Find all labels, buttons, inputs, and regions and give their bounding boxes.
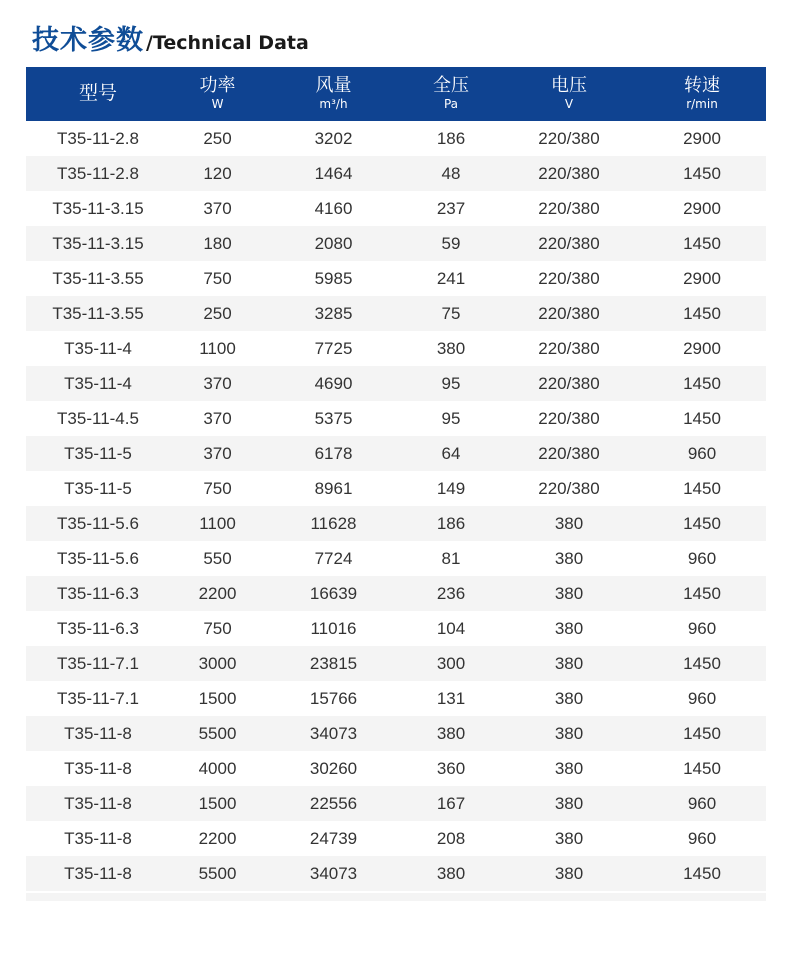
title-chinese: 技术参数 bbox=[32, 25, 144, 56]
header-unit: W bbox=[211, 96, 224, 111]
cell-voltage: 380 bbox=[554, 513, 584, 533]
cell-power: 370 bbox=[203, 198, 232, 218]
cell-speed: 960 bbox=[687, 828, 717, 848]
cell-voltage: 380 bbox=[554, 583, 584, 603]
cell-speed: 1450 bbox=[683, 513, 721, 533]
table-body bbox=[26, 121, 766, 891]
table-row bbox=[26, 681, 766, 716]
table-footer-strip bbox=[26, 893, 766, 901]
cell-model: T35-11-3.15 bbox=[52, 198, 144, 218]
cell-speed: 1450 bbox=[683, 723, 721, 743]
cell-pressure: 48 bbox=[441, 163, 461, 183]
cell-speed: 1450 bbox=[683, 758, 721, 778]
table-row bbox=[26, 751, 766, 786]
cell-airflow: 16639 bbox=[309, 583, 358, 603]
header-pressure bbox=[402, 67, 500, 121]
cell-voltage: 380 bbox=[554, 723, 584, 743]
table-row bbox=[26, 471, 766, 506]
table-row bbox=[26, 436, 766, 471]
cell-pressure: 300 bbox=[436, 653, 466, 673]
cell-voltage: 380 bbox=[554, 793, 584, 813]
table-row bbox=[26, 576, 766, 611]
cell-voltage: 220/380 bbox=[538, 408, 600, 428]
cell-pressure: 149 bbox=[436, 478, 466, 498]
cell-speed: 1450 bbox=[683, 303, 721, 323]
cell-power: 250 bbox=[203, 303, 232, 323]
table-row bbox=[26, 156, 766, 191]
cell-power: 1500 bbox=[198, 793, 237, 813]
cell-pressure: 360 bbox=[436, 758, 466, 778]
cell-airflow: 23815 bbox=[309, 653, 358, 673]
cell-airflow: 11016 bbox=[310, 618, 357, 638]
cell-speed: 2900 bbox=[683, 198, 721, 218]
table-row bbox=[26, 646, 766, 681]
cell-pressure: 104 bbox=[436, 618, 466, 638]
cell-speed: 1450 bbox=[683, 863, 721, 883]
cell-voltage: 380 bbox=[554, 828, 584, 848]
cell-power: 5500 bbox=[198, 863, 237, 883]
cell-power: 550 bbox=[203, 548, 232, 568]
cell-model: T35-11-2.8 bbox=[57, 128, 139, 148]
cell-pressure: 167 bbox=[436, 793, 466, 813]
cell-voltage: 380 bbox=[554, 688, 584, 708]
cell-power: 3000 bbox=[198, 653, 237, 673]
cell-speed: 960 bbox=[687, 688, 717, 708]
cell-power: 2200 bbox=[198, 583, 237, 603]
cell-power: 2200 bbox=[198, 828, 237, 848]
cell-power: 250 bbox=[203, 128, 232, 148]
cell-speed: 1450 bbox=[683, 478, 721, 498]
cell-voltage: 380 bbox=[554, 758, 584, 778]
cell-model: T35-11-5 bbox=[64, 443, 132, 463]
cell-voltage: 220/380 bbox=[538, 268, 600, 288]
cell-power: 750 bbox=[203, 478, 232, 498]
cell-power: 370 bbox=[203, 408, 232, 428]
header-label: 电压 bbox=[551, 75, 587, 97]
header-unit: V bbox=[564, 96, 574, 111]
cell-airflow: 4690 bbox=[314, 373, 353, 393]
cell-airflow: 22556 bbox=[309, 793, 358, 813]
header-label: 型号 bbox=[78, 82, 117, 105]
table-row bbox=[26, 261, 766, 296]
table-row bbox=[26, 296, 766, 331]
cell-voltage: 380 bbox=[554, 548, 584, 568]
cell-model: T35-11-4 bbox=[64, 338, 132, 358]
table-row bbox=[26, 226, 766, 261]
cell-airflow: 24739 bbox=[309, 828, 358, 848]
cell-airflow: 5985 bbox=[314, 268, 353, 288]
table-row bbox=[26, 786, 766, 821]
cell-pressure: 241 bbox=[436, 268, 466, 288]
cell-voltage: 220/380 bbox=[538, 443, 600, 463]
cell-model: T35-11-3.55 bbox=[52, 268, 144, 288]
cell-voltage: 220/380 bbox=[538, 233, 600, 253]
cell-model: T35-11-5.6 bbox=[57, 513, 139, 533]
cell-model: T35-11-5 bbox=[64, 478, 132, 498]
table-row bbox=[26, 506, 766, 541]
cell-model: T35-11-3.55 bbox=[52, 303, 144, 323]
cell-model: T35-11-6.3 bbox=[57, 618, 139, 638]
header-label: 转速 bbox=[684, 75, 720, 97]
page-title bbox=[32, 18, 309, 54]
cell-airflow: 6178 bbox=[314, 443, 353, 463]
title-english: /Technical Data bbox=[146, 32, 309, 54]
header-unit: m³/h bbox=[319, 96, 348, 111]
cell-power: 370 bbox=[203, 373, 232, 393]
cell-power: 750 bbox=[203, 268, 232, 288]
cell-pressure: 59 bbox=[441, 233, 461, 253]
table-row bbox=[26, 541, 766, 576]
cell-pressure: 64 bbox=[441, 443, 461, 463]
cell-voltage: 380 bbox=[554, 653, 584, 673]
cell-model: T35-11-7.1 bbox=[57, 688, 139, 708]
cell-airflow: 11628 bbox=[310, 513, 357, 533]
cell-voltage: 220/380 bbox=[538, 163, 600, 183]
cell-model: T35-11-8 bbox=[64, 828, 132, 848]
cell-airflow: 34073 bbox=[309, 723, 358, 743]
cell-airflow: 3202 bbox=[314, 128, 353, 148]
cell-pressure: 380 bbox=[436, 863, 466, 883]
cell-airflow: 1464 bbox=[314, 163, 353, 183]
cell-power: 180 bbox=[203, 233, 232, 253]
cell-power: 750 bbox=[203, 618, 232, 638]
table-row bbox=[26, 716, 766, 751]
cell-airflow: 8961 bbox=[314, 478, 353, 498]
cell-speed: 960 bbox=[687, 618, 717, 638]
table-row bbox=[26, 611, 766, 646]
cell-pressure: 95 bbox=[441, 373, 461, 393]
cell-speed: 1450 bbox=[683, 233, 721, 253]
cell-pressure: 131 bbox=[436, 688, 466, 708]
cell-pressure: 75 bbox=[441, 303, 461, 323]
cell-power: 4000 bbox=[198, 758, 237, 778]
cell-voltage: 220/380 bbox=[538, 198, 600, 218]
cell-pressure: 95 bbox=[441, 408, 461, 428]
header-label: 风量 bbox=[315, 75, 352, 97]
cell-voltage: 220/380 bbox=[538, 128, 600, 148]
cell-pressure: 380 bbox=[436, 723, 466, 743]
cell-model: T35-11-3.15 bbox=[52, 233, 144, 253]
cell-speed: 1450 bbox=[683, 408, 721, 428]
cell-speed: 960 bbox=[687, 548, 717, 568]
cell-power: 1100 bbox=[199, 338, 236, 358]
cell-model: T35-11-8 bbox=[64, 758, 132, 778]
cell-power: 120 bbox=[203, 163, 232, 183]
table-header bbox=[26, 67, 766, 121]
cell-pressure: 186 bbox=[436, 513, 466, 533]
table-row bbox=[26, 191, 766, 226]
cell-airflow: 5375 bbox=[314, 408, 353, 428]
cell-power: 1500 bbox=[198, 688, 237, 708]
cell-airflow: 7724 bbox=[314, 548, 353, 568]
cell-speed: 960 bbox=[687, 793, 717, 813]
cell-speed: 2900 bbox=[683, 128, 721, 148]
cell-power: 5500 bbox=[198, 723, 237, 743]
cell-model: T35-11-7.1 bbox=[57, 653, 139, 673]
technical-data-table bbox=[26, 67, 766, 901]
header-unit: r/min bbox=[686, 96, 718, 111]
table-row bbox=[26, 856, 766, 891]
cell-speed: 2900 bbox=[683, 338, 721, 358]
cell-airflow: 30260 bbox=[309, 758, 358, 778]
cell-voltage: 380 bbox=[554, 863, 584, 883]
cell-pressure: 380 bbox=[436, 338, 466, 358]
cell-airflow: 34073 bbox=[309, 863, 358, 883]
cell-airflow: 4160 bbox=[314, 198, 353, 218]
table-row bbox=[26, 821, 766, 856]
cell-voltage: 220/380 bbox=[538, 303, 600, 323]
cell-speed: 2900 bbox=[683, 268, 721, 288]
cell-voltage: 220/380 bbox=[538, 338, 600, 358]
cell-airflow: 7725 bbox=[314, 338, 353, 358]
table-row bbox=[26, 121, 766, 156]
cell-airflow: 2080 bbox=[314, 233, 353, 253]
cell-pressure: 186 bbox=[436, 128, 466, 148]
cell-airflow: 3285 bbox=[314, 303, 353, 323]
header-airflow bbox=[265, 67, 402, 121]
cell-model: T35-11-8 bbox=[64, 863, 132, 883]
cell-airflow: 15766 bbox=[309, 688, 358, 708]
cell-speed: 1450 bbox=[683, 373, 721, 393]
table-row bbox=[26, 401, 766, 436]
header-voltage bbox=[500, 67, 638, 121]
table-row bbox=[26, 331, 766, 366]
cell-power: 370 bbox=[203, 443, 232, 463]
header-speed bbox=[638, 67, 766, 121]
cell-speed: 960 bbox=[687, 443, 717, 463]
cell-voltage: 220/380 bbox=[538, 373, 600, 393]
cell-model: T35-11-2.8 bbox=[57, 163, 139, 183]
cell-voltage: 380 bbox=[554, 618, 584, 638]
header-label: 功率 bbox=[199, 75, 236, 97]
cell-model: T35-11-5.6 bbox=[57, 548, 139, 568]
cell-pressure: 81 bbox=[441, 548, 461, 568]
header-power bbox=[170, 67, 265, 121]
cell-pressure: 208 bbox=[436, 828, 466, 848]
cell-power: 1100 bbox=[199, 513, 236, 533]
cell-model: T35-11-4 bbox=[64, 373, 132, 393]
header-label: 全压 bbox=[433, 75, 469, 97]
table-row bbox=[26, 366, 766, 401]
cell-model: T35-11-6.3 bbox=[57, 583, 139, 603]
cell-pressure: 236 bbox=[436, 583, 466, 603]
cell-voltage: 220/380 bbox=[538, 478, 600, 498]
cell-model: T35-11-8 bbox=[64, 793, 132, 813]
cell-pressure: 237 bbox=[436, 198, 466, 218]
cell-model: T35-11-8 bbox=[64, 723, 132, 743]
cell-speed: 1450 bbox=[683, 653, 721, 673]
header-unit: Pa bbox=[443, 96, 459, 111]
cell-speed: 1450 bbox=[683, 583, 721, 603]
header-model bbox=[26, 67, 170, 121]
cell-speed: 1450 bbox=[683, 163, 721, 183]
cell-model: T35-11-4.5 bbox=[57, 408, 139, 428]
